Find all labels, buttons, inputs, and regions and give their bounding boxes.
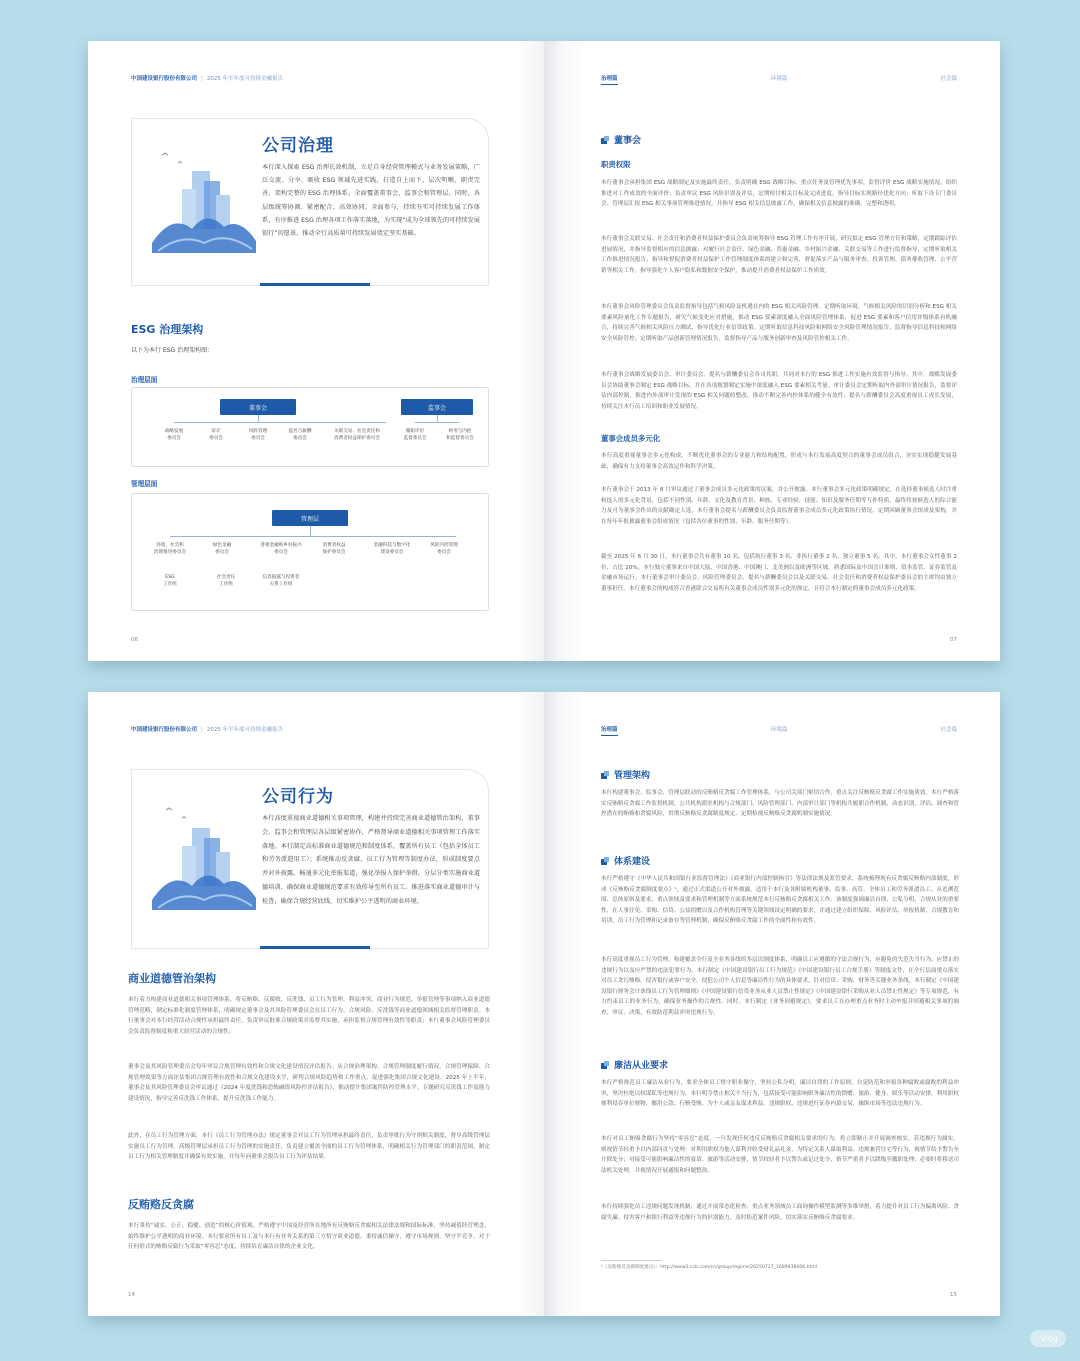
paragraph: 本行严格规范员工廉洁从业行为，要求全体员工恪守职业操守，坚持公私分明，廉洁自律的工作原则，自觉防范和举报各种腐败或腐败的利益冲突，坚决杜绝以权谋私等违规行为。本行明令禁止相关不当行为，包括接受可能影响职务廉洁性的馈赠、旅游、健身、娱乐等活动安排，利用职权便利侵吞单位财物、挪用公款、行贿受贿、为个人或亲友谋求利益、违规职权、违规进行证券内幕交易，操纵市场等违法违规行为。 <box>601 1080 960 1108</box>
paragraph: 董事会及其风险管理委员会每年审议合规管理有效性和合规文化建设情况评估报告。从合规治理架构、合规管理制度履行情况、合规管理保障、合规管理效果等方面评估集团合规管理有效性和合规文化建设水平，研判合规风险趋势和工作重点，促进强化集团合规文化建设。2025 年上半年，董事会及其风险管理委员会审议通过《2024 年度洗钱和恐怖融资风险控评估报告》，推动提升集团案件防控管理水平；专题研究反洗钱工作及能力建设情况，指导完善反洗钱工作体系，提升反洗钱工作能力。 <box>128 1064 490 1102</box>
management-committee: 金融科技与数字化 建设委员会 <box>373 543 411 555</box>
intro-text: 本行深入探索 ESG 治理长效机制，立足自身经营管理模式与业务发展策略，广泛交流、分享、吸收 ESG 领域先进实践，打造自上而下、层次明晰、职责完善、架构完整的 ESG 治理体系，全面覆盖董事会、监事会和管理层。同时，各层级统筹协调、紧密配合、高效协同、全面参与，持续夯实可持续发展工作体系，有序推进 ESG 治理各项工作落实落地，为实现“成为全球领先的可持续发展银行”的愿景、推动全行高质量可持续发展奠定坚实基础。 <box>262 164 480 238</box>
tab-governance[interactable]: 治理篇 <box>601 725 618 736</box>
page-14 <box>88 692 544 1316</box>
paragraph: 本行着力构建商业道德相关事项管理体系，将反贿赂、反腐败、反洗钱、员工行为管理、利益冲突、商业行为规范、举报管理等事项纳入商业道德管理范畴，制定标准化制度管理体系，明确规定董事会及其风险管理委员会在员工行为、合规风险、反洗钱等商业道德领域相关监督管理职责。本行董事会对本行经营活动合规性承担最终责任，负责审议批准合规政策并监督其实施，承担监督合规管理有效性等职责；本行董事会风险管理委员会负责监督制度和重大经营活动的合规性。 <box>128 997 490 1035</box>
footnote-rule <box>601 1260 661 1261</box>
title-accent-bar <box>260 283 370 286</box>
paragraph: 本行严格遵守《中华人民共和国银行业监督管理法》《商业银行内部控制指引》等法律法规及监管要求，系统梳理现有反贪腐反贿赂内部制度，形成《反贿赂反贪腐制度要点》¹，通过正式渠道公开对外披露，适用于本行及各附属机构董事、监事、高管、全体员工和劳务派遣员工，从追溯范围、总体原则及要求、重点领域及要求和管理机制等方面系统规范本行反贿赂反贪腐相关工作。该制度强调廉洁自律、公私分明、合规从业的重要性，在人事任免、采购、信贷、公益捐赠以及合作机构管理等关键领域设定明确的要求，并通过建立组织保障、风险评估、举报机制、合规教育和培训、员工行为管理和记录备存等管理机制，确保反贿赂反贪腐工作的全面性和有效性。 <box>601 876 960 925</box>
heading-system: 体系建设 <box>601 854 650 867</box>
section-square-icon <box>601 857 609 865</box>
city-landscape-illustration <box>152 143 256 253</box>
spread-2 <box>88 692 1000 1316</box>
section-tabs <box>601 74 957 85</box>
board-committee: 战略发展 委员会 <box>164 429 184 441</box>
board-committee: 提名与薪酬 委员会 <box>288 429 312 441</box>
working-group: 信息披露与投资者 关系工作组 <box>262 575 300 587</box>
tab-social[interactable]: 社会篇 <box>940 727 957 733</box>
management-committee: 风险内控管理 委员会 <box>430 543 458 555</box>
tab-governance[interactable]: 治理篇 <box>601 74 618 85</box>
management-committee: 普惠金融和乡村振兴 委员会 <box>260 543 302 555</box>
board-committee: 风险管理 委员会 <box>248 429 268 441</box>
page-07 <box>544 41 1000 661</box>
section-square-icon <box>601 771 609 779</box>
governance-level-label: 治理层面 <box>131 376 158 384</box>
paragraph: 本行对员工贿赂贪腐行为坚持“零容忍”态度，一旦发现任何违反反贿赂反贪腐相关要求的行为，将立即制止并开展调查核实。若违规行为属实，则视情节轻重予以内部问责与处理：对利用职权为他人谋利并收受财礼品礼金、为特定关系人谋取利益、违规兼营住宅等行为，视情节给予警告至开除处分；对接受可能影响廉洁性的宴请、旅游等活动安排，情节较轻者予以警告或记过处分，情节严重者予以降级至撤职处理；必要时将移送司法机关处理，并视情况开展通报和问题整改。 <box>601 1136 960 1174</box>
paragraph: 本行持续强化员工违规问题发现机制，通过开展常态化检查、重点业务领域员工面询操作模型监测等多维举措，着力提升对员工行为偏离风险、贪腐失廉、侵害客户和银行利益等违规行为的识别能力，及时防范案件风险，切实落实反贿赂反贪腐要求。 <box>601 1204 960 1221</box>
board-committee: 关联交易、社会责任和 消费者权益保护委员会 <box>334 429 380 441</box>
heading-management: 管理架构 <box>601 768 650 781</box>
ethics-section-title: 商业道德管治架构 <box>128 972 216 985</box>
management-committee: 绿色金融 委员会 <box>212 543 232 555</box>
paragraph: 本行高度重视董事会多元化构成，不断优化董事会的专业能力和结构配置，形成与本行发展高度契合的董事会成员组合，夯实实现稳健发展基础，确保有力支持董事会高效运作和科学决策。 <box>601 453 957 470</box>
management-committee: 环境、社会和 治理推进委员会 <box>153 543 187 555</box>
section-tabs <box>601 725 957 736</box>
paragraph: 本行构建董事会、监事会、管理层联动的反贿赂反贪腐工作管理体系，与公司关部门密切合作，重点关注反贿赂反贪腐工作实施质效。本行严格落实反贿赂反贪腐工作监督机制，公共机构派驻机构与合规部门、风险管理部门、内部审计部门等机构共履职合作机制，动态识别、评估、调查和管控潜在的贿赂和贪腐风险，贯彻反贿赂反贪腐制度规定、定期检视反贿赂反贪腐机制实施情况。 <box>601 790 960 818</box>
esg-section-title: ESG 治理架构 <box>131 323 204 336</box>
supervisors-box: 监事会 <box>401 399 473 415</box>
esg-section-subtitle: 以下为本行 ESG 治理架构图： <box>131 347 214 354</box>
heading-duties: 职责权限 <box>601 160 631 169</box>
heading-diversity: 董事会成员多元化 <box>601 434 661 443</box>
section-square-icon <box>601 1061 609 1069</box>
management-committee: 消费者权益 保护委员会 <box>322 543 346 555</box>
management-level-label: 管理层面 <box>131 480 158 488</box>
heading-clean: 廉洁从业要求 <box>601 1058 668 1071</box>
supervisor-committee: 财务与内控 和监督委员会 <box>446 429 474 441</box>
paragraph: 本行董事会关联交易、社会责任和消费者权益保护委员会负责统筹指导 ESG 管理工作有序开展，研究拟定 ESG 管理方针和策略，定期跟踪评估进展情况，并指导监督相应的信息披露；对履行社会责任、绿色金融、普惠金融、乡村振兴金融、关联交易等工作进行监督指导，定期听取相关工作推进情况报告；指导和督促消费者权益保护工作管理制度体系的建立和完善，督促落实产品与服务审查、投诉管理、债务催收管理、公平营销等相关工作，指导强化个人客户隐私和数据安全保护，推动提升消费者权益保护工作质效。 <box>601 236 957 274</box>
paragraph: 本行董事会风险管理委员会负责监督指导包括气候风险及机遇在内的 ESG 相关风险管理。定期听取环境、气候相关风险的识别分析和 ESG 相关要素风险量化工作专题报告，研究气候变化应对措施，推动 ESG 要素深度融入全面风险管理体系，促进 ESG 要素和客户信用评级体系有机融合，持续完善气候相关风险压力测试，指导优化行业信贷政策。定期听取信息科技风险和网络安全风险管理情况报告，监督指导信息科技和网络安全风险管控；定期听取产品创新管理情况报告，监督指导产品与服务创新审查及风险管控相关工作。 <box>601 304 957 342</box>
paragraph: 本行高度重视员工行为管理，构建覆盖全行及全业务各线的多层次制度体系，明确员工应遵循的守法合规行为、应避免的失范失当行为、应禁止的违规行为以及应严禁的违法犯罪行为。本行制定《中国建设银行员工行为规范》《中国建设银行员工合规手册》等制度文件，在全行层面重点落实对员工贪污贿赂、侵害银行或客户安全、侵犯公司个人信息等廉洁性行为的具体要求。针对信贷、采购、财务等关键业务条线，本行制定《中国建设银行财务会计条线员工行为管理细则》《中国建设银行信贷业务从业人员禁止性规定》《中国建设银行采购从业人员禁止性规定》等专项规范，有力约束员工的业务行为，确保业务操作的合规性。同时，本行制定《业务回避规定》，要求员工在办理重点业务时主动申报并回避相关事项的调查、审议、决策，有效防范利益冲突违规行为。 <box>601 957 960 1016</box>
page-number: 07 <box>950 637 957 643</box>
paragraph: 本行董事会于 2013 年 8 月审议通过了董事会成员多元化政策的议案，并公开披露。本行董事会多元化政策明确规定，在选择董事候选人时注重候选人的多元化背景，包括不同性别、年龄、文化及教育背景、种族、专业经验、技能、知识及服务任期等互补特质，最终将按候选人的综合能力及可为董事会作出的贡献确定人选。本行董事会提名与薪酬委员会负责监督董事会成员多元化政策执行情况，定期回顾董事会组成及架构，并在每年年报披露董事会组成情况（包括各位董事的性别、年龄、服务任期等）。 <box>601 487 957 525</box>
paragraph: 此外，在员工行为管理方面，本行《员工行为管理办法》规定董事会对员工行为管理承担最终责任，负责审批行为守则相关制度，督导高级管理层实施员工行为管理。高级管理层承担员工行为管理的实施责任，负责建立覆盖全面的员工行为管理体系，明确相关行为管理部门的职责范围，制定员工行为相关管理制度并确保有效实施，并每年向董事会报告员工行为评估结果。 <box>128 1133 490 1161</box>
working-group: ESG 工作组 <box>163 575 177 587</box>
anti-bribery-section-title: 反贿赂反贪腐 <box>128 1198 194 1211</box>
paragraph: 本行秉持“诚实、公正、稳健、创造”的核心价值观，严格遵守中国及经营所在地所有反贿赂反贪腐相关法律法规和国际标准，坚持减值经营理念，始终维护公平透明的商业环境。本行要求所有员工及与本行有业务关系的第三方恪守商业道德，秉持诚信操守，遵守市场规则，坚守平竞争，对于任何形式的贿赂反腐行为采取“零容忍”态度，持续培育廉洁自律的企业文化。 <box>128 1223 490 1251</box>
page-number: 15 <box>950 1292 957 1298</box>
paragraph: 截至 2025 年 6 月 30 日，本行董事会共有董事 10 名，包括执行董事 3 名、非执行董事 2 名、独立董事 5 名。其中，本行董事会女性董事 2 位，占比 20%。本行独立董事来自中国大陆、中国香港、中国澳门、北美洲以及欧洲等区域，熟悉国际及中国会计准则、资本监管、证券监管及金融市场运行。本行董事会审计委员会、风险管理委员会、提名与薪酬委员会以及关联交易、社会责任和消费者权益保护委员会的主席均由独立董事担任。本行董事会的构成符合香港联合交易所有关董事会成员性别多元化的规定，且符合本行制定的董事会成员多元化政策。 <box>601 554 957 592</box>
footnote: ¹《反贿赂反贪腐制度要点》：http://www2.ccb.com/cn/group/regime/20250727_1689438606.html <box>601 1265 818 1270</box>
page-title: 公司行为 <box>262 787 334 807</box>
page-06 <box>88 41 544 661</box>
management-box: 管理层 <box>272 510 348 526</box>
board-box: 董事会 <box>220 399 296 415</box>
board-committee: 审计 委员会 <box>209 429 223 441</box>
tab-environment[interactable]: 环境篇 <box>770 76 788 82</box>
intro-text: 本行高度重视商业道德相关事项管理，构建并持续完善商业道德管治架构，董事会、监事会和管理层各层级紧密协作，严格督导商业道德相关事项管理工作落实落地。本行制定高标准商业道德规范和制度体系，覆盖所有员工（包括全体员工和劳务派遣用工）；系统推动反贪腐、员工行为管理等制度办法，形成制度要点并对外披露。畅通多元化举报渠道，强化举报人保护举措，分层分类实施商业道德培训，确保商业道德规范要求有效传导至所有员工。推进落实商业道德审计与检查，确保合规经营底线，切实维护公平透明的商业环境。 <box>262 815 480 905</box>
section-square-icon <box>601 136 609 144</box>
title-accent-bar <box>260 946 370 949</box>
heading-board: 董事会 <box>601 133 641 146</box>
tab-social[interactable]: 社会篇 <box>940 76 957 82</box>
spread-1 <box>88 41 1000 661</box>
page-number: 06 <box>131 637 138 643</box>
page-number: 14 <box>128 1292 135 1298</box>
page-15 <box>544 692 1000 1316</box>
paragraph: 本行董事会承担集团 ESG 战略制定及实施最终责任，负责明确 ESG 战略目标、重点任务及管理优先事项。监督评价 ESG 战略实施情况，组织推进对工作成效的全面评价；负责审议 ESG 风险识别及评估，定期检讨相关目标及完成进度，指导目标实现路径优化方向；听取下设专门委员会、管理层汇报 ESG 相关事项管理推进情况，并指导 ESG 相关信息披露工作，确保相关信息披露的准确、完整和透明。 <box>601 180 957 208</box>
running-header: 中国建设银行股份有限公司 | 2025 年半年度可持续金融报告 <box>131 727 284 733</box>
page-title: 公司治理 <box>262 136 334 156</box>
paragraph: 本行董事会战略发展委员会、审计委员会、提名与薪酬委员会各司其职，共同对本行的 ESG 推进工作实施有效监督与指导。其中，战略发展委员会协助董事会制定 ESG 战略目标，并在各项规划制定实施中深度融入 ESG 要素相关考量。审计委员会定期听取内外部审计情况报告，监督评估内部控制，推进内外部审计发现的 ESG 相关问题的整改，推动不断完善内控体系的健全有效性；提名与薪酬委员会高度重视员工成长发展，持续关注本行员工培训和职业发展情况。 <box>601 372 957 410</box>
watermark-badge: ·vlog <box>1030 1330 1066 1347</box>
governance-org-chart <box>131 387 489 467</box>
intro-card <box>131 769 489 949</box>
supervisor-committee: 履职评价 监督委员会 <box>403 429 427 441</box>
running-header: 中国建设银行股份有限公司 | 2025 年半年度可持续金融报告 <box>131 76 284 82</box>
management-org-chart <box>131 493 489 611</box>
intro-card <box>131 118 489 286</box>
tab-environment[interactable]: 环境篇 <box>770 727 788 733</box>
working-group: 社会责任 工作组 <box>216 575 236 587</box>
city-landscape-illustration <box>152 800 256 910</box>
